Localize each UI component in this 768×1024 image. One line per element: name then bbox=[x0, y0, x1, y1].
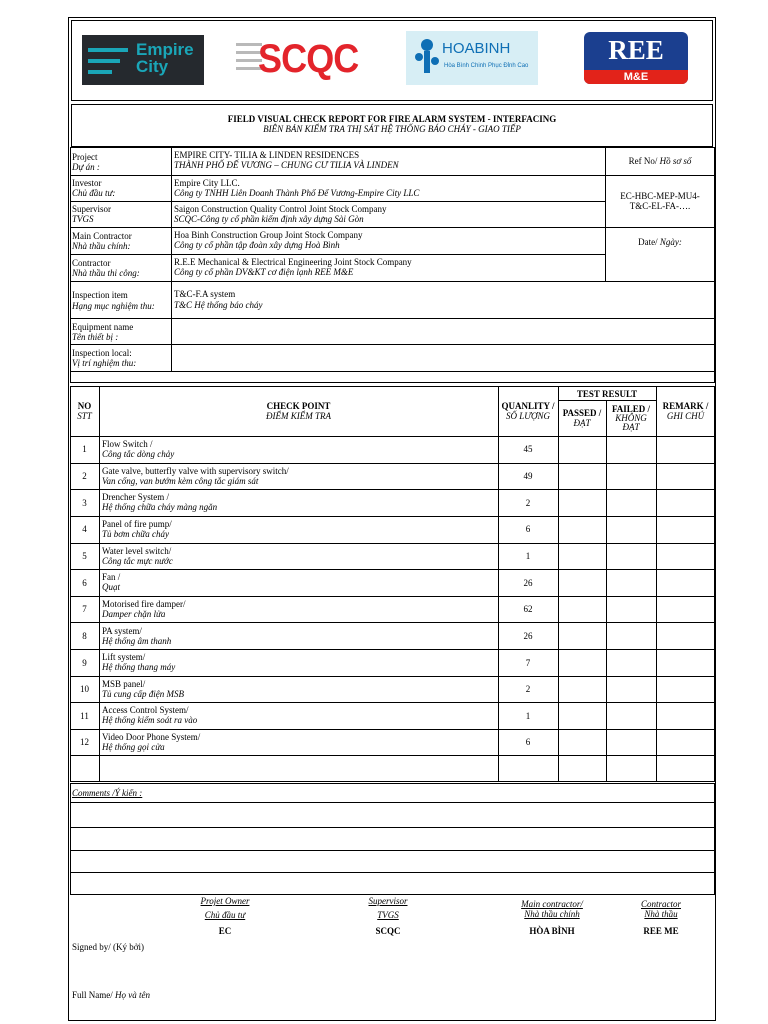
info-label-location-vi: Vị trí nghiệm thu: bbox=[72, 358, 137, 368]
info-label-supervisor: Supervisor bbox=[72, 204, 111, 214]
row-no: 6 bbox=[82, 578, 87, 588]
row-check-en: Access Control System/ bbox=[102, 705, 189, 715]
row-check-vi: Công tắc dòng chảy bbox=[102, 449, 175, 459]
header-no: NO bbox=[77, 401, 92, 411]
row-check-vi: Công tắc mực nước bbox=[102, 556, 173, 566]
row-no: 3 bbox=[82, 498, 87, 508]
row-no: 5 bbox=[82, 551, 87, 561]
info-label-investor-vi: Chủ đầu tư: bbox=[72, 188, 116, 198]
row-check-vi: Damper chặn lửa bbox=[102, 609, 166, 619]
row-quantity: 2 bbox=[525, 684, 531, 694]
header-failed-vi-2: ĐẠT bbox=[622, 422, 640, 432]
info-value-main-contractor-vi: Công ty cổ phần tập đoàn xây dựng Hoà Bình bbox=[174, 240, 340, 250]
info-value-investor: Empire City LLC. bbox=[174, 178, 240, 188]
row-quantity: 7 bbox=[525, 658, 531, 668]
scqc-logo-text: SCQC bbox=[258, 37, 359, 81]
ree-logo bbox=[584, 32, 688, 84]
info-label-contractor-vi: Nhà thầu thi công: bbox=[72, 268, 140, 278]
header-check-point: CHECK POINT bbox=[266, 401, 331, 411]
row-no: 8 bbox=[82, 631, 87, 641]
comments-label: Comments /Ý kiến : bbox=[72, 788, 143, 798]
info-value-main-contractor: Hoa Binh Construction Group Joint Stock Company bbox=[174, 230, 363, 240]
row-check-en: Flow Switch / bbox=[102, 439, 153, 449]
info-value-supervisor-vi: SCQC-Công ty cổ phần kiểm định xây dựng Sài Gòn bbox=[174, 214, 364, 224]
ref-value-line1: EC-HBC-MEP-MU4- bbox=[620, 191, 700, 201]
row-check-en: Lift system/ bbox=[102, 652, 146, 662]
report-title-en: FIELD VISUAL CHECK REPORT FOR FIRE ALARM SYSTEM - INTERFACING bbox=[227, 114, 557, 124]
info-label-equipment-vi: Tên thiết bị : bbox=[72, 332, 119, 342]
row-quantity: 1 bbox=[525, 711, 531, 721]
row-check-en: PA system/ bbox=[102, 626, 142, 636]
signature-main-contractor-title: Main contractor/ bbox=[521, 899, 583, 909]
row-no: 10 bbox=[80, 684, 89, 694]
signature-supervisor-title: Supervisor bbox=[368, 896, 408, 906]
header-check-point-vi: ĐIỂM KIỂM TRA bbox=[266, 411, 331, 421]
info-label-contractor: Contractor bbox=[72, 258, 111, 268]
info-label-inspection-item: Inspection item bbox=[72, 290, 128, 300]
scqc-logo bbox=[236, 35, 359, 83]
row-check-en: MSB panel/ bbox=[102, 679, 146, 689]
hoabinh-logo-subtitle: Hòa Bình Chinh Phục Đỉnh Cao bbox=[444, 63, 529, 69]
signature-owner-title-vi: Chủ đầu tư bbox=[204, 910, 246, 920]
ree-logo-text: REE bbox=[608, 35, 664, 65]
row-quantity: 26 bbox=[523, 578, 533, 588]
info-value-contractor-vi: Công ty cổ phần DV&KT cơ điện lạnh REE M&E bbox=[174, 267, 354, 277]
header-passed-vi: ĐẠT bbox=[573, 418, 591, 428]
info-label-inspection-item-vi: Hạng mục nghiệm thu: bbox=[72, 301, 155, 311]
row-check-en: Motorised fire damper/ bbox=[102, 599, 186, 609]
header-remark: REMARK / bbox=[662, 401, 709, 411]
comments-box bbox=[70, 783, 715, 895]
empire-city-logo bbox=[82, 35, 204, 85]
row-quantity: 6 bbox=[525, 737, 531, 747]
row-no: 4 bbox=[82, 524, 87, 534]
header-failed: FAILED / bbox=[611, 404, 651, 414]
info-label-supervisor-vi: TVGS bbox=[72, 214, 94, 224]
signature-supervisor-company: SCQC bbox=[375, 926, 401, 936]
header-no-vi: STT bbox=[77, 411, 92, 421]
row-check-en: Panel of fire pump/ bbox=[102, 519, 172, 529]
hoabinh-logo-text: HOABINH bbox=[442, 40, 511, 57]
header-quantity: QUANLITY / bbox=[501, 401, 555, 411]
row-quantity: 1 bbox=[525, 551, 531, 561]
row-no: 12 bbox=[80, 737, 89, 747]
signature-main-contractor-title-vi: Nhà thầu chính bbox=[524, 909, 580, 919]
hoabinh-logo bbox=[406, 31, 538, 85]
full-name-label: Full Name/ Họ và tên bbox=[72, 990, 150, 1000]
row-check-vi: Van cổng, van bướm kèm công tắc giám sát bbox=[102, 476, 259, 486]
row-check-vi: Hệ thống chữa cháy màng ngăn bbox=[102, 502, 218, 512]
row-quantity: 45 bbox=[523, 444, 533, 454]
ref-label: Ref No/ Hồ sơ số bbox=[628, 156, 692, 166]
row-check-en: Drencher System / bbox=[102, 492, 169, 502]
row-check-en: Water level switch/ bbox=[102, 546, 172, 556]
row-no: 7 bbox=[82, 604, 87, 614]
info-label-equipment: Equipment name bbox=[72, 322, 134, 332]
info-value-project-vi: THÀNH PHỐ ĐẾ VƯƠNG – CHUNG CƯ TILIA VÀ LINDEN bbox=[174, 160, 399, 170]
signature-contractor-company: REE ME bbox=[643, 926, 679, 936]
row-check-vi: Hệ thống âm thanh bbox=[102, 636, 172, 646]
signature-owner-title: Projet Owner bbox=[200, 896, 250, 906]
row-quantity: 2 bbox=[525, 498, 531, 508]
info-value-supervisor: Saigon Construction Quality Control Joint Stock Company bbox=[174, 204, 387, 214]
header-passed: PASSED / bbox=[562, 408, 602, 418]
row-no: 9 bbox=[82, 658, 87, 668]
ref-value-line2: T&C-EL-FA-…. bbox=[629, 201, 691, 211]
row-no: 1 bbox=[82, 444, 87, 454]
info-label-main-contractor: Main Contractor bbox=[72, 231, 132, 241]
row-check-vi: Hệ thống gọi cửa bbox=[102, 742, 165, 752]
row-check-vi: Tủ cung cấp điện MSB bbox=[102, 689, 184, 699]
row-check-en: Gate valve, butterfly valve with supervisory switch/ bbox=[102, 466, 289, 476]
info-value-contractor: R.E.E Mechanical & Electrical Engineering Joint Stock Company bbox=[174, 257, 412, 267]
info-value-inspection-item: T&C-F.A system bbox=[174, 289, 236, 299]
header-failed-vi-1: KHÔNG bbox=[615, 413, 647, 423]
signature-supervisor-title-vi: TVGS bbox=[377, 910, 399, 920]
empire-city-logo-text: Empire City bbox=[136, 40, 194, 76]
signature-contractor-title-vi: Nhà thầu bbox=[644, 909, 678, 919]
info-label-investor: Investor bbox=[72, 178, 102, 188]
row-no: 2 bbox=[82, 471, 87, 481]
signature-owner-company: EC bbox=[218, 926, 232, 936]
info-value-project: EMPIRE CITY- TILIA & LINDEN RESIDENCES bbox=[174, 150, 360, 160]
row-check-vi: Quạt bbox=[102, 582, 120, 592]
signature-contractor-title: Contractor bbox=[640, 899, 681, 909]
row-quantity: 6 bbox=[525, 524, 531, 534]
header-test-result: TEST RESULT bbox=[576, 389, 638, 399]
row-check-en: Fan / bbox=[102, 572, 121, 582]
info-label-project: Project bbox=[72, 152, 98, 162]
row-no: 11 bbox=[80, 711, 89, 721]
report-title-vi: BIÊN BẢN KIỂM TRA THỊ SÁT HỆ THỐNG BÁO CHÁY - GIAO TIẾP bbox=[263, 124, 521, 134]
ree-logo-subtext: M&E bbox=[584, 70, 688, 84]
date-label: Date/ Ngày: bbox=[638, 237, 682, 247]
signature-main-contractor-company: HÒA BÌNH bbox=[529, 926, 575, 936]
row-quantity: 49 bbox=[523, 471, 533, 481]
info-value-inspection-item-vi: T&C Hệ thống báo cháy bbox=[174, 300, 263, 310]
row-check-vi: Tủ bơm chữa cháy bbox=[102, 529, 169, 539]
row-check-vi: Hệ thống kiểm soát ra vào bbox=[102, 715, 198, 725]
info-label-project-vi: Dự án : bbox=[72, 162, 100, 172]
hoabinh-emblem-icon bbox=[414, 37, 440, 77]
row-quantity: 62 bbox=[523, 604, 533, 614]
row-quantity: 26 bbox=[523, 631, 533, 641]
info-label-location: Inspection local: bbox=[72, 348, 132, 358]
header-quantity-vi: SỐ LƯỢNG bbox=[505, 411, 551, 421]
row-check-vi: Hệ thống thang máy bbox=[102, 662, 176, 672]
header-remark-vi: GHI CHÚ bbox=[666, 411, 705, 421]
info-value-investor-vi: Công ty TNHH Liên Doanh Thành Phố Đế Vương-Empire City LLC bbox=[174, 188, 420, 198]
signed-by-label: Signed by/ (Ký bởi) bbox=[72, 942, 145, 952]
info-label-main-contractor-vi: Nhà thầu chính: bbox=[72, 241, 131, 251]
row-check-en: Video Door Phone System/ bbox=[102, 732, 201, 742]
